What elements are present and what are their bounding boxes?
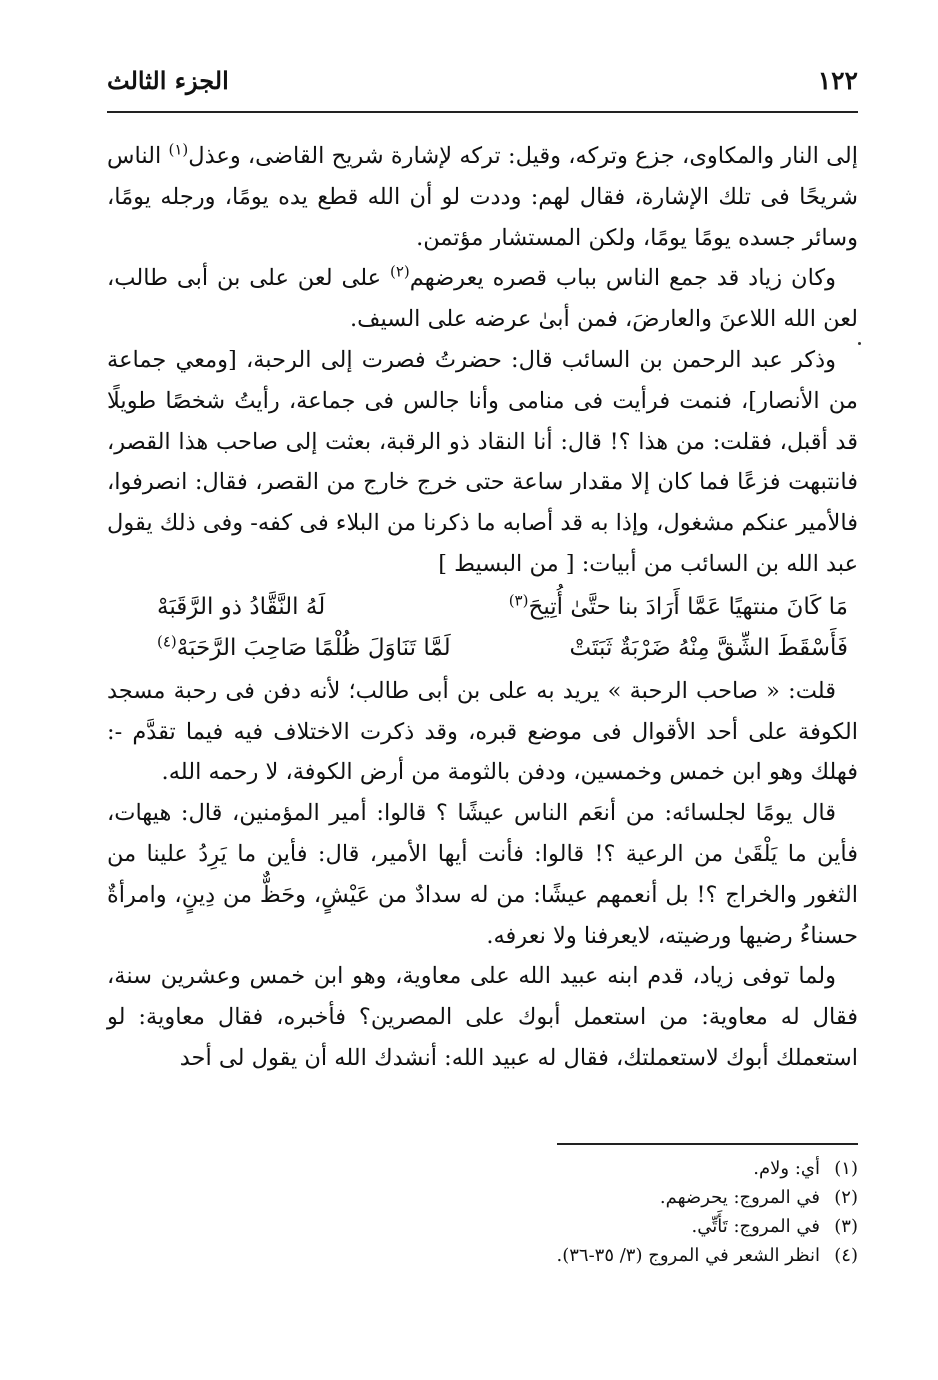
footnote-number: (٣) — [834, 1216, 858, 1237]
verse-1 — [107, 587, 858, 628]
footnote-2 — [380, 1183, 858, 1212]
paragraph-3: وذكر عبد الرحمن بن السائب قال: حضرتُ فصرت إلى الرحبة، [ومعي جماعة من الأنصار]، فنمت فرأيت فى منامى وأنا جالس فى جماعة، رأيتُ شخصًا طويلًا قد أقبل، فقلت: من هذا ؟! قال: أنا النقاد ذو الرقبة، بعثت إلى صاحب هذا القصر، فانتبهت فزعًا فما كان إلا مقدار ساعة حتى خرج خارج من القصر، فقال: انصرفوا، فالأمير عنكم مشغول، وإذا به قد أصابه ما ذكرنا من البلاء فى كفه- وفى ذلك يقول عبد الله بن السائب من أبيات: [ من البسيط ] — [107, 346, 858, 577]
page-header — [107, 66, 858, 106]
page-number: ١٢٢ — [817, 66, 858, 95]
paragraph-6: ولما توفى زياد، قدم ابنه عبيد الله على معاوية، وهو ابن خمس وعشرين سنة، فقال له معاوية: من استعمل أبوك على المصرين؟ فأخبره، فقال معاوية: لو استعملك أبوك لاستعملتك، فقال له عبيد الله: أنشدك الله أن يقول لى أحد — [107, 963, 858, 1071]
footnote-4 — [380, 1241, 858, 1270]
header-rule — [107, 111, 858, 113]
footnote-1 — [380, 1154, 858, 1183]
verse-1-first-hemistich — [509, 587, 848, 628]
verse-1-first-hemistich-text: مَا كَانَ منتهيًا عَمَّا أَرَادَ بنا حتَّىٰ أُتِيحَ — [528, 593, 848, 620]
verse-2 — [107, 628, 858, 669]
verse-2-first-hemistich: فَأَسْقَطَ الشِّقَّ مِنْهُ ضَرْبَةٌ ثَبَتَتْ — [569, 634, 848, 661]
main-text — [107, 136, 858, 1079]
footnote-text: انظر الشعر في المروج (٣/ ٣٥-٣٦). — [556, 1245, 820, 1266]
paragraph-5: قال يومًا لجلسائه: من أنعَم الناس عيشًا ؟ قالوا: أمير المؤمنين، قال: هيهات، فأين ما يَلْقَىٰ من الرعية ؟! قالوا: فأنت أيها الأمير، قال: فأين ما يَرِدُ علينا من الثغور والخراج ؟! بل أنعمهم عيشًا: من له سدادٌ من عَيْشٍ، وحَظٌّ من دِينٍ، وامرأةٌ حسناءُ رضيها ورضيته، لايعرفنا ولا نعرفه. — [107, 800, 858, 949]
paragraph-1-part-1: إلى النار والمكاوى، جزع وتركه، وقيل: تركه لإشارة شريح القاضى، وعذل — [188, 143, 858, 169]
footnote-number: (٢) — [834, 1187, 858, 1208]
footnote-ref-3: (٣) — [508, 591, 529, 610]
footnote-3 — [380, 1212, 858, 1241]
footnote-number: (١) — [834, 1158, 858, 1179]
margin-mark — [858, 342, 861, 345]
paragraph-4: قلت: « صاحب الرحبة » يريد به على بن أبى طالب؛ لأنه دفن فى رحبة مسجد الكوفة على أحد الأقوال فى موضع قبره، وقد ذكرت الاختلاف فيه فيما تقدَّم -: فهلك وهو ابن خمس وخمسين، ودفن بالثومة من أرض الكوفة، لا رحمه الله. — [107, 677, 858, 786]
verse-2-second-hemistich-text: لَمَّا تَنَاوَلَ ظُلْمًا صَاحِبَ الرَّحَبَهْ — [176, 634, 451, 661]
footnotes — [380, 1154, 858, 1270]
paragraph-2-part-1: وكان زياد قد جمع الناس بباب قصره يعرضهم — [409, 265, 836, 292]
verse-1-second-hemistich: لَهُ النَّقَّادُ ذو الرَّقَبَهْ — [157, 593, 326, 620]
footnote-ref-2: (٢) — [389, 262, 410, 281]
running-title: الجزء الثالث — [107, 66, 229, 95]
paragraph-1 — [107, 136, 858, 258]
footnote-number: (٤) — [834, 1245, 858, 1266]
footnote-ref-1: (١) — [168, 140, 189, 159]
verse-2-second-hemistich — [157, 628, 451, 669]
footnote-ref-4: (٤) — [157, 632, 177, 651]
poem — [107, 587, 858, 669]
footnote-text: في المروج: تَأَتِّي. — [691, 1216, 820, 1237]
footnote-text: في المروج: يحرضهم. — [659, 1187, 820, 1208]
paragraph-2-part-2: على لعن على بن أبى طالب، لعن الله اللاعنَ والعارضَ، فمن أبىٰ عرضه على السيف. — [107, 265, 858, 333]
footnote-rule — [557, 1143, 858, 1145]
footnote-text: أي: ولام. — [753, 1158, 820, 1179]
paragraph-2 — [107, 258, 858, 340]
paragraph-1-part-2: الناس شريحًا فى تلك الإشارة، فقال لهم: وددت لو أن الله قطع يده يومًا، ورجله يومًا، وسائر جسده يومًا يومًا، ولكن المستشار مؤتمن. — [107, 143, 858, 251]
